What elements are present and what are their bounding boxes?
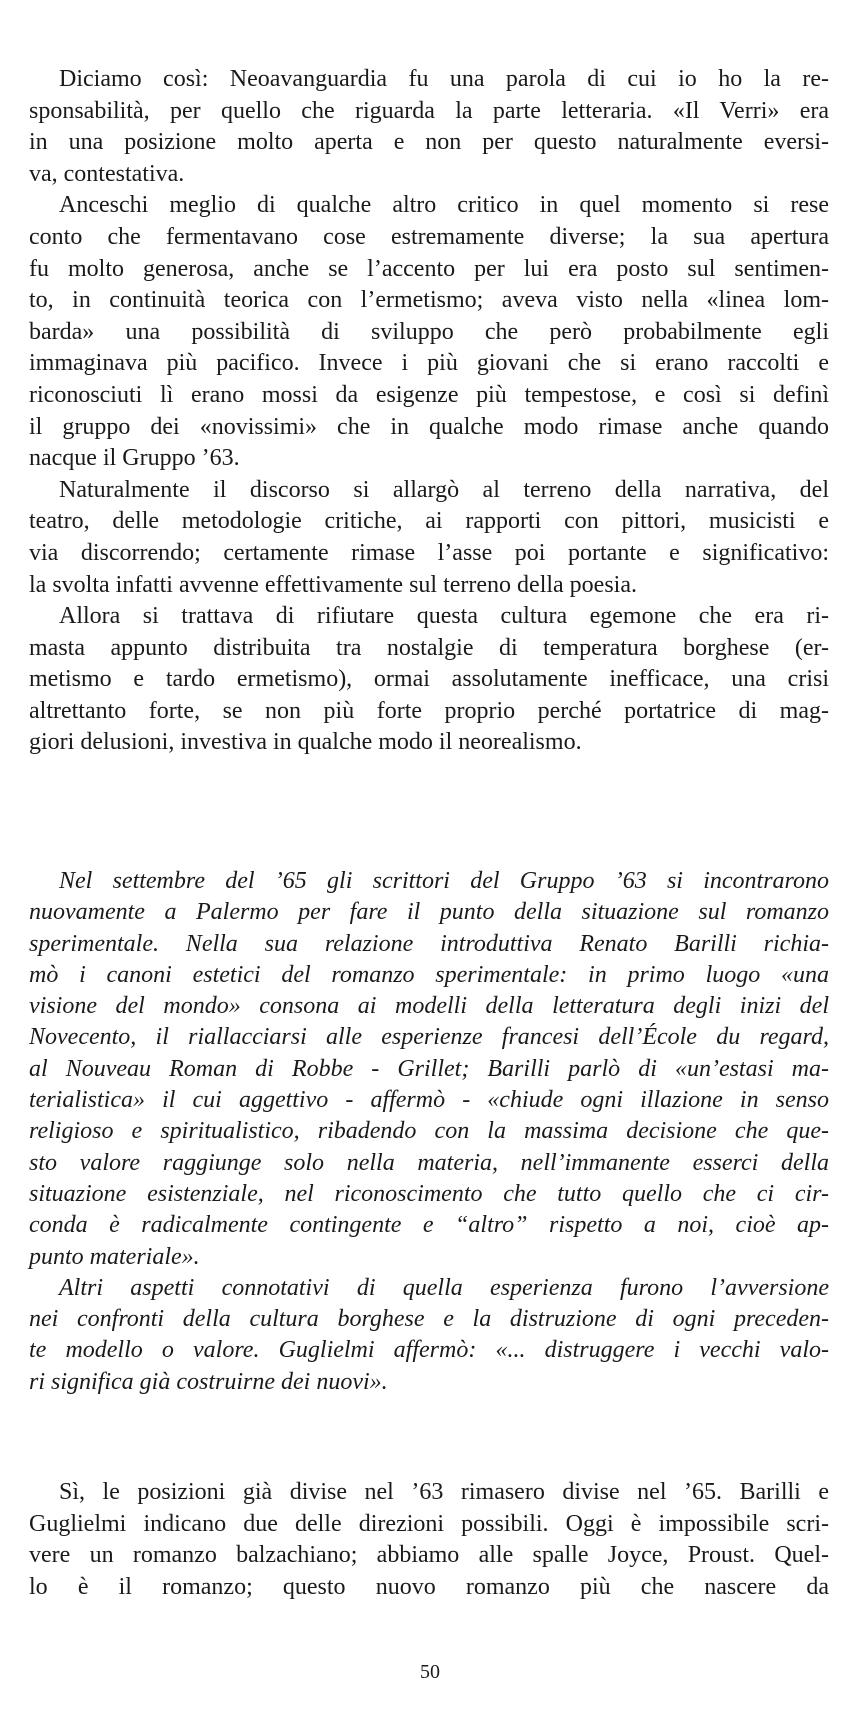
text-line: Nel settembre del ’65 gli scrittori del Gruppo ’63 si incontrarono [59,868,829,894]
text-line: sponsabilità, per quello che riguarda la parte letteraria. «Il Verri» era [29,97,829,124]
text-line: Diciamo così: Neoavanguardia fu una parola di cui io ho la re- [59,66,829,92]
text-line: sperimentale. Nella sua relazione introduttiva Renato Barilli richia- [29,930,829,957]
text-line: ri significa già costruirne dei nuovi». [29,1368,388,1395]
text-line: nuovamente a Palermo per fare il punto della situazione sul romanzo [29,899,829,926]
text-line: conto che fermentavano cose estremamente diverse; la sua apertura [29,223,829,250]
text-line: situazione esistenziale, nel riconoscimento che tutto quello che ci cir- [29,1180,829,1207]
text-line: teatro, delle metodologie critiche, ai rapporti con pittori, musicisti e [29,508,829,535]
text-line: Sì, le posizioni già divise nel ’63 rimasero divise nel ’65. Barilli e [59,1479,829,1505]
text-line: il gruppo dei «novissimi» che in qualche modo rimase anche quando [29,413,829,440]
text-line: to, in continuità teorica con l’ermetismo; aveva visto nella «linea lom- [29,287,829,314]
interview-text-block-2 [29,1477,829,1603]
text-line: te modello o valore. Guglielmi affermò: «... distruggere i vecchi valo- [29,1337,829,1364]
text-line: Allora si trattava di rifiutare questa cultura egemone che era ri- [59,603,829,630]
text-line: visione del mondo» consona ai modelli della letteratura degli inizi del [29,993,829,1020]
text-line: Naturalmente il discorso si allargò al terreno della narrativa, del [59,476,829,503]
text-line: lo è il romanzo; questo nuovo romanzo più che nascere da [29,1573,829,1600]
text-line: Guglielmi indicano due delle direzioni possibili. Oggi è impossibile scri- [29,1510,829,1537]
text-line: terialistica» il cui aggettivo - affermò - «chiude ogni illazione in senso [29,1087,829,1114]
text-line: masta appunto distribuita tra nostalgie di temperatura borghese (er- [29,634,829,661]
text-line: riconosciuti lì erano mossi da esigenze più tempestose, e così si definì [29,381,829,408]
text-line: fu molto generosa, anche se l’accento per lui era posto sul sentimen- [29,255,829,282]
interview-text-block-1 [29,64,829,759]
text-line: vere un romanzo balzachiano; abbiamo alle spalle Joyce, Proust. Quel- [29,1542,829,1569]
text-line: mò i canoni estetici del romanzo sperimentale: in primo luogo «una [29,961,829,988]
text-line: punto materiale». [29,1243,200,1270]
text-line: nei confronti della cultura borghese e la distruzione di ogni preceden- [29,1306,829,1333]
text-line: Anceschi meglio di qualche altro critico in quel momento si rese [59,192,829,219]
text-line: al Nouveau Roman di Robbe - Grillet; Barilli parlò di «un’estasi ma- [29,1055,829,1082]
page-number: 50 [420,1661,440,1683]
text-line: in una posizione molto aperta e non per questo naturalmente eversi- [29,129,829,156]
text-line: conda è radicalmente contingente e “altro” rispetto a noi, cioè ap- [29,1212,829,1239]
text-line: altrettanto forte, se non più forte proprio perché portatrice di mag- [29,697,829,724]
text-line: Novecento, il riallacciarsi alle esperienze francesi dell’École du regard, [29,1024,829,1051]
text-line: giori delusioni, investiva in qualche modo il neorealismo. [29,729,582,756]
text-line: sto valore raggiunge solo nella materia, nell’immanente esserci della [29,1149,829,1176]
text-line: barda» una possibilità di sviluppo che però probabilmente egli [29,318,829,345]
text-line: via discorrendo; certamente rimase l’asse poi portante e significativo: [29,539,829,566]
italic-summary-block [29,866,829,1398]
text-line: la svolta infatti avvenne effettivamente sul terreno della poesia. [29,571,637,598]
text-line: Altri aspetti connotativi di quella esperienza furono l’avversione [59,1274,829,1301]
text-line: va, contestativa. [29,160,185,187]
text-line: nacque il Gruppo ’63. [29,445,240,472]
text-line: religioso e spiritualistico, ribadendo con la massima decisione che que- [29,1118,829,1145]
text-line: metismo e tardo ermetismo), ormai assolutamente inefficace, una crisi [29,666,829,693]
text-line: immaginava più pacifico. Invece i più giovani che si erano raccolti e [29,350,829,377]
